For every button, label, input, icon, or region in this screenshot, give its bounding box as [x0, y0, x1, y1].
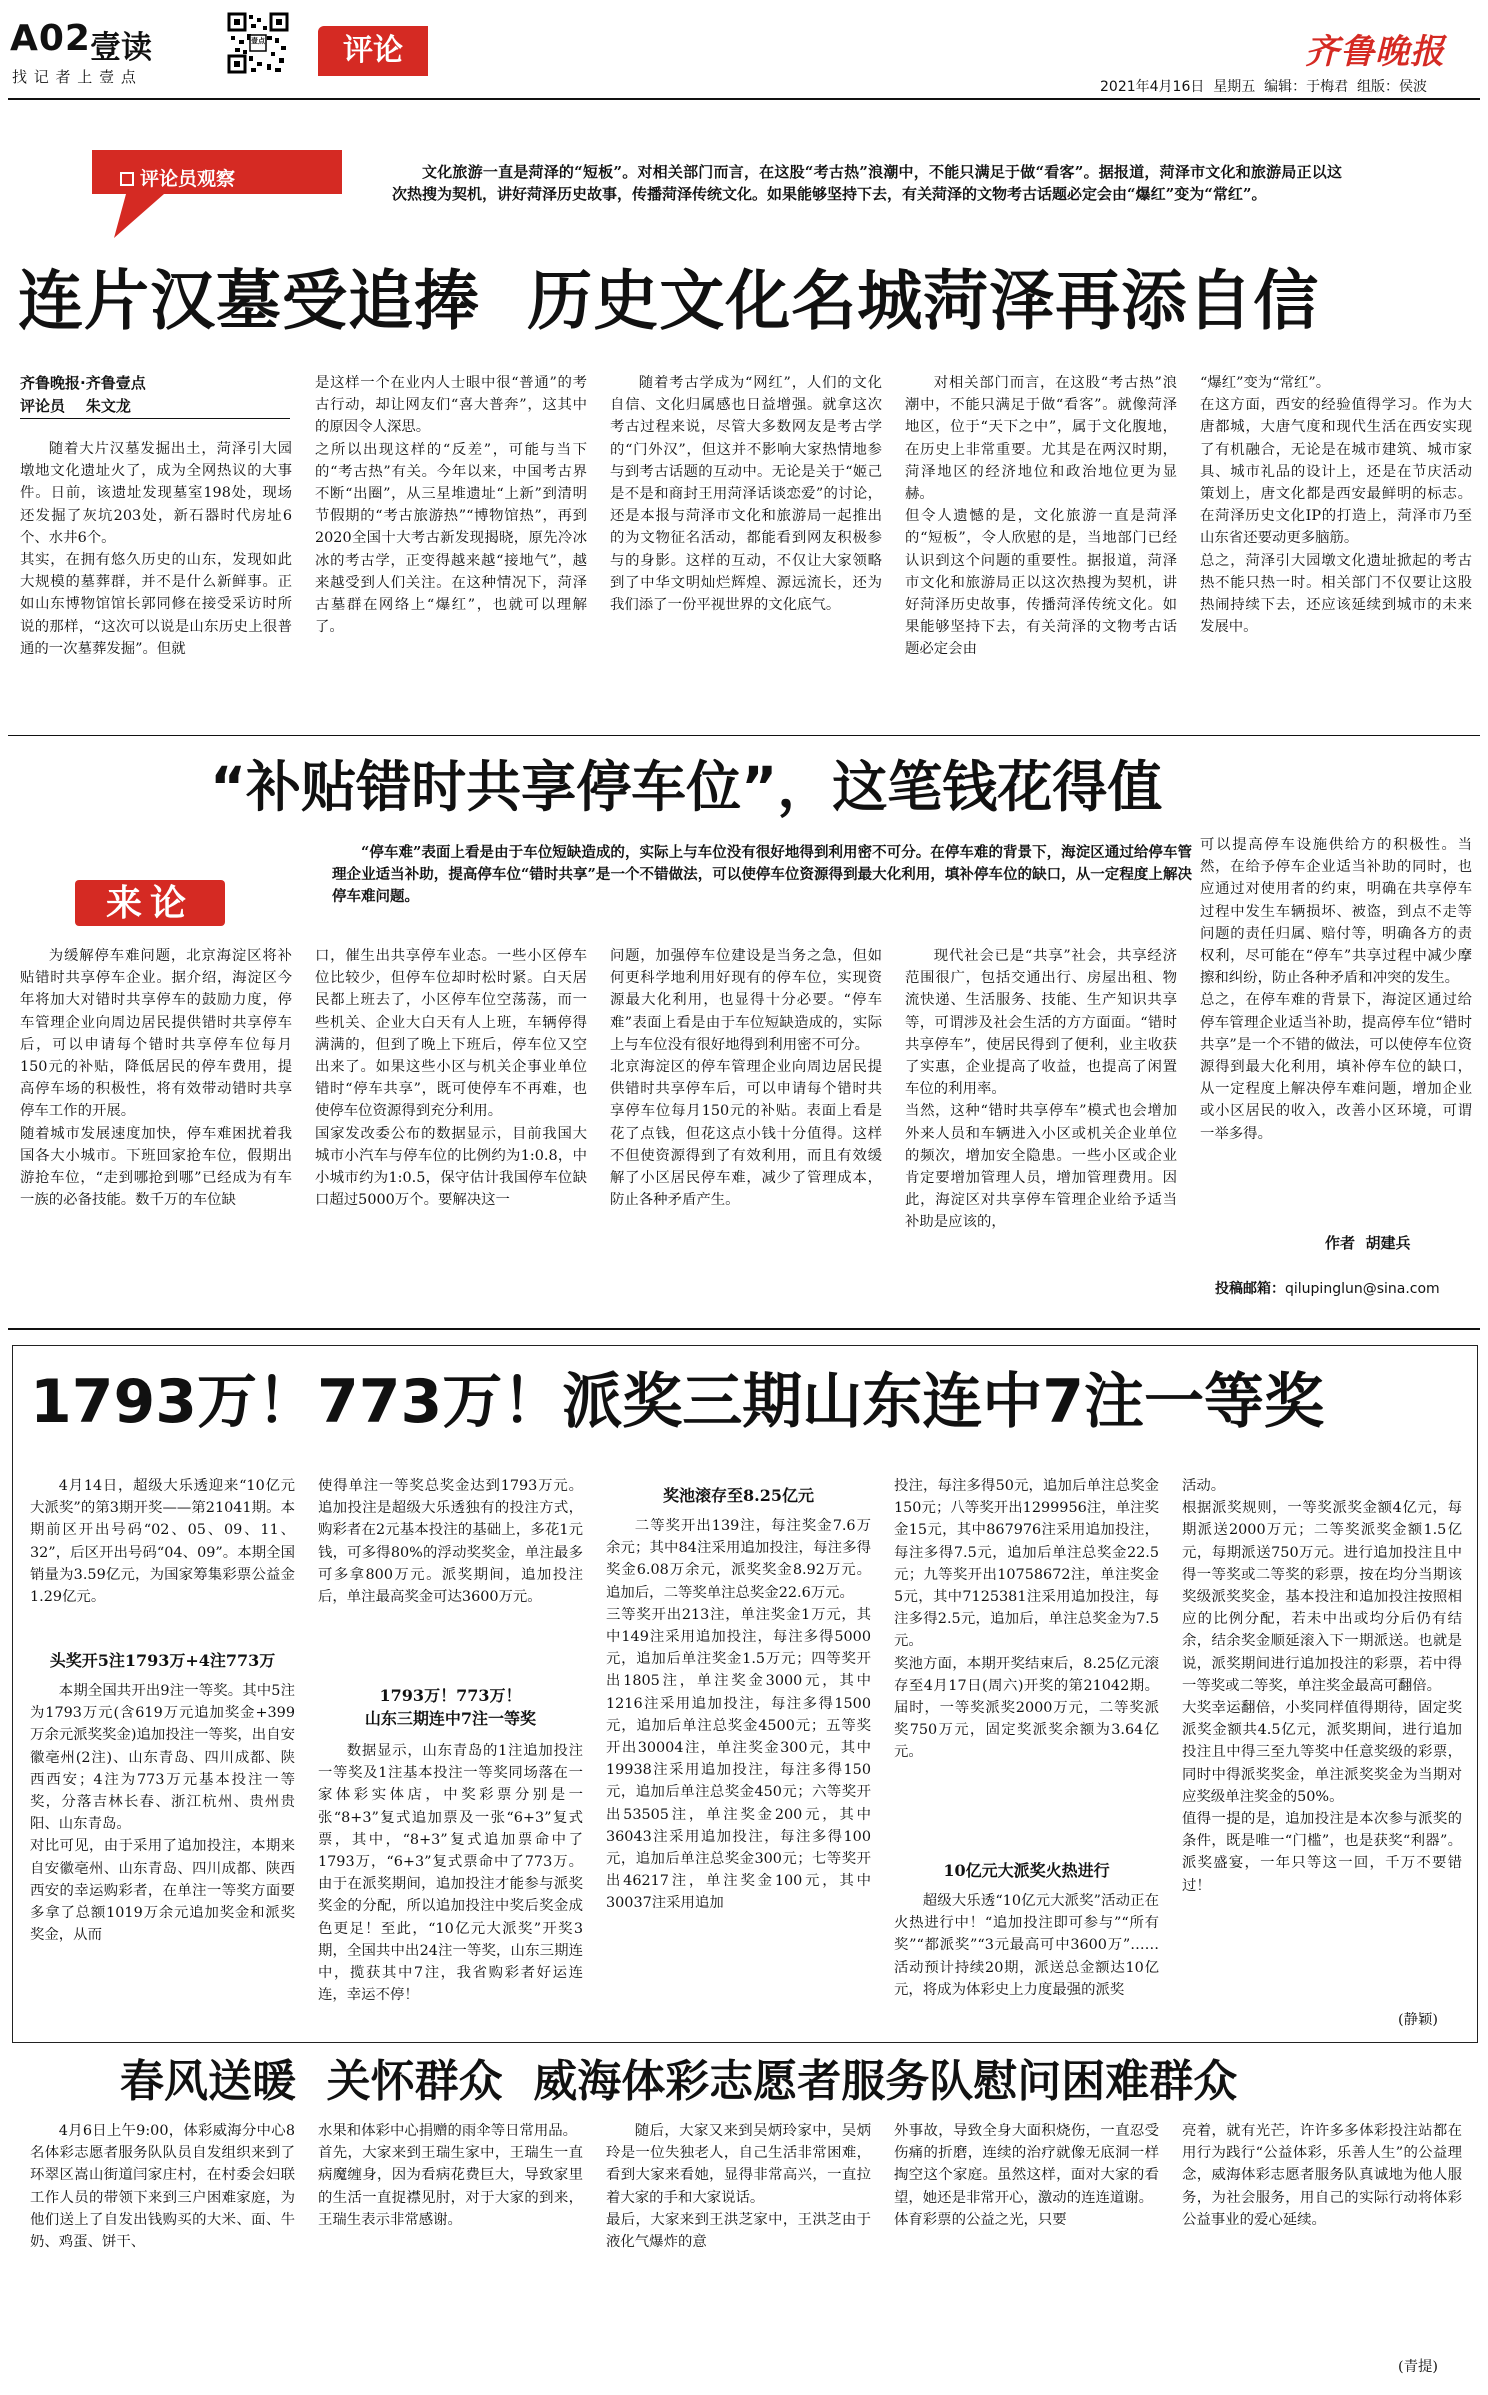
article3-column-4b: 超级大乐透“10亿元大派奖”活动正在火热进行中！“追加投注即可参与”“所有奖”“都派奖”“3元最高可中3600万”……活动预计持续20期，派送总金额达10亿元，将成为体彩史上力度最强的派奖 [894, 1893, 1159, 1998]
article2-column-3: 问题，加强停车位建设是当务之急，但如何更科学地利用好现有的停车位，实现资源最大化利用，也显得十分必要。“停车难”表面上看是由于车位短缺造成的，实际上与车位没有很好地得到利用密不可分。 北京海淀区的停车管理企业向周边居民提供错时共享停车后，可以申请每个错时共享停车位每月150元的补贴。表面上看是花了点钱，但花这点小钱十分值得。这样不但使资源得到了有效利用，而且有效缓解了小区居民停车难，减少了管理成本，防止各种矛盾产生。 [610, 948, 882, 1209]
article3-subhead-4: 10亿元大派奖火热进行 [943, 1861, 1110, 1880]
article4-column-1: 4月6日上午9:00，体彩威海分中心8名体彩志愿者服务队队员自发组织来到了环翠区嵩山街道闫家庄村，在村委会妇联工作人员的带领下来到三户困难家庭，为他们送上了自发出钱购买的大米、面、牛奶、鸡蛋、饼干、 [30, 2123, 295, 2251]
article4-column-2: 水果和体彩中心捐赠的雨伞等日常用品。 首先，大家来到王瑞生家中，王瑞生一直病魔缠身，因为看病花费巨大，导致家里的生活一直捉襟见肘，对于大家的到来，王瑞生表示非常感谢。 [318, 2123, 583, 2228]
article2-column-4: 现代社会已是“共享”社会，共享经济范围很广，包括交通出行、房屋出租、物流快递、生活服务、技能、生产知识共享等，可谓涉及社会生活的方方面面。“错时共享停车”，使居民得到了便利，业主收获了实惠，企业提高了收益，也提高了闲置车位的利用率。 当然，这种“错时共享停车”模式也会增加外来人员和车辆进入小区或机关企业单位的频次，增加安全隐患。一些小区或企业肯定要增加管理人员，增加管理费用。因此，海淀区对共享停车管理企业给予适当补助是应该的， [905, 948, 1177, 1231]
section-tab[interactable] [318, 26, 428, 76]
article3-subhead-1: 头奖开5注1793万+4注773万 [49, 1651, 276, 1670]
article2-email[interactable] [1215, 1278, 1440, 1298]
article4-column-4: 外事故，导致全身大面积烧伤，一直忍受伤痛的折磨，连续的治疗就像无底洞一样掏空这个家庭。虽然这样，面对大家的看望，她还是非常开心，激动的连连道谢。 体育彩票的公益之光，只要 [894, 2123, 1159, 2228]
masthead-rule [8, 98, 1480, 100]
article3-column-1: 4月14日，超级大乐透迎来“10亿元大派奖”的第3期开奖——第21041期。本期前区开出号码“02、05、09、11、32”，后区开出号码“04、09”。本期全国销量为3.59亿元，为国家筹集彩票公益金1.29亿元。 [30, 1478, 295, 1606]
article3-column-1b: 本期全国共开出9注一等奖。其中5注为1793万元(含619万元追加奖金+399万余元派奖奖金)追加投注一等奖，出自安徽亳州(2注)、山东青岛、四川成都、陕西西安；4注为773万元基本投注一等奖，分落吉林长春、浙江杭州、贵州贵阳、山东青岛。 对比可见，由于采用了追加投注，本期来自安徽亳州、山东青岛、四川成都、陕西西安的幸运购彩者，在单注一等奖方面要多拿了总额1019万余元追加奖金和派奖奖金，从而 [30, 1683, 295, 1944]
article1-byline-source: 齐鲁晚报·齐鲁壹点 [20, 374, 146, 392]
article1-headline: 连片汉墓受追捧 历史文化名城菏泽再添自信 [18, 264, 1320, 339]
article3-credit: (静颖) [1398, 2012, 1439, 2028]
page-number: A02 [10, 18, 91, 59]
article2-bottom-rule [8, 1328, 1480, 1330]
article2-author: 作者 胡建兵 [1325, 1234, 1411, 1252]
article1-column-4: 对相关部门而言，在这股“考古热”浪潮中，不能只满足于做“看客”。就像菏泽地区，位于“天下之中”，属于文化腹地，在历史上非常重要。尤其是在两汉时期，菏泽地区的经济地位和政治地位更为显赫。 但令人遗憾的是，文化旅游一直是菏泽的“短板”，令人欣慰的是，当地部门已经认识到这个问题的重要性。据报道，菏泽市文化和旅游局正以这次热搜为契机，讲好菏泽历史故事，传播菏泽传统文化。如果能够坚持下去，有关菏泽的文物考古话题必定会由 [905, 375, 1177, 658]
article4-credit: (青提) [1398, 2359, 1439, 2375]
article1-column-3: 随着考古学成为“网红”，人们的文化自信、文化归属感也日益增强。就拿这次考古过程来说，尽管大多数网友是考古学的“门外汉”，但这并不影响大家热情地参与到考古话题的互动中。无论是关于“姬己是不是和商封王用菏泽话谈恋爱”的讨论，还是本报与菏泽市文化和旅游局一起推出的为文物征名活动，都能看到网友积极参与的身影。这样的互动，不仅让大家领略到了中华文明灿烂辉煌、源远流长，还为我们添了一份平视世界的文化底气。 [610, 375, 882, 614]
article3-column-4: 投注，每注多得50元，追加后单注总奖金150元；八等奖开出1299956注，单注奖金15元，其中867976注采用追加投注，每注多得7.5元，追加后单注总奖金22.5元；九等奖开出10758672注，单注奖金5元，其中7125381注采用追加投注，每注多得2.5元，追加后，单注总奖金为7.5元。 奖池方面，本期开奖结束后，8.25亿元滚存至4月17日(周六)开奖的第21042期。届时，一等奖派奖2000万元，二等奖派奖750万元，固定奖派奖余额为3.64亿元。 [894, 1478, 1159, 1761]
section-name: 壹读 [90, 30, 152, 66]
email-label: 投稿邮箱： [1215, 1281, 1285, 1297]
article2-label: 来论 [105, 882, 194, 924]
article3-subhead-2a: 1793万！773万！ [379, 1686, 522, 1705]
article1-column-2: 是这样一个在业内人士眼中很“普通”的考古行动，却让网友们“喜大普奔”，这其中的原因令人深思。 之所以出现这样的“反差”，可能与当下的“考古热”有关。今年以来，中国考古界不断“出圈”，从三星堆遗址“上新”到清明节假期的“考古旅游热”“博物馆热”，再到2020全国十大考古新发现揭晓，原先冷冰冰的考古学，正变得越来越“接地气”，越来越受到人们关注。在这种情况下，菏泽古墓群在网络上“爆红”，也就可以理解了。 [315, 375, 587, 636]
article1-label-icon [120, 172, 134, 186]
article3-column-5: 活动。 根据派奖规则，一等奖派奖金额4亿元，每期派送2000万元；二等奖派奖金额1.5亿元，每期派送750万元。进行追加投注且中得一等奖或二等奖的彩票，按在均分当期该奖级派奖奖金，基本投注和追加投注按照相应的比例分配，若未中出或均分后仍有结余，结余奖金顺延滚入下一期派送。也就是说，派奖期间进行追加投注的彩票，若中得一等奖或二等奖，单注奖金最高可翻倍。 大奖幸运翻倍，小奖同样值得期待，固定奖派奖金额共4.5亿元，派奖期间，进行追加投注且中得三至九等奖中任意奖级的彩票，同时中得派奖奖金，单注派奖奖金为当期对应奖级单注奖金的50%。 值得一提的是，追加投注是本次参与派奖的条件，既是唯一“门槛”，也是获奖“利器”。派奖盛宴，一年只等这一回，千万不要错过！ [1182, 1478, 1462, 1894]
byline-rule [20, 418, 290, 419]
article1-bottom-rule [8, 735, 1480, 736]
article2-column-1: 为缓解停车难问题，北京海淀区将补贴错时共享停车企业。据介绍，海淀区今年将加大对错时共享停车的鼓励力度，停车管理企业向周边居民提供错时共享停车后，可以申请每个错时共享停车位每月150元的补贴，降低居民的停车费用，提高停车场的积极性，将有效带动错时共享停车工作的开展。 随着城市发展速度加快，停车难困扰着我国各大小城市。下班回家抢车位，假期出游抢车位，“走到哪抢到哪”已经成为有车一族的必备技能。数千万的车位缺 [20, 948, 292, 1209]
qr-code-label: 壹点 [251, 37, 265, 45]
article3-subhead-2b: 山东三期连中7注一等奖 [364, 1709, 537, 1728]
article3-column-2: 使得单注一等奖总奖金达到1793万元。追加投注是超级大乐透独有的投注方式，购彩者在2元基本投注的基础上，多花1元钱，可多得80%的浮动奖奖金，单注最多可多拿800万元。派奖期间，追加投注后，单注最高奖金可达3600万元。 [318, 1478, 583, 1606]
article3-headline: 1793万！773万！派奖三期山东连中7注一等奖 [30, 1367, 1324, 1437]
article1-lead: 文化旅游一直是菏泽的“短板”。对相关部门而言，在这股“考古热”浪潮中，不能只满足于做“看客”。据报道，菏泽市文化和旅游局正以这次热搜为契机，讲好菏泽历史故事，传播菏泽传统文化。如果能够坚持下去，有关菏泽的文物考古话题必定会由“爆红”变为“常红”。 [392, 163, 1342, 203]
article2-column-5: 可以提高停车设施供给方的积极性。当然，在给予停车企业适当补助的同时，也应通过对使用者的约束，明确在共享停车过程中发生车辆损坏、被盗，到点不走等问题的责任归属、赔付等，明确各方的责权利，尽可能在“停车”共享过程中减少摩擦和纠纷，防止各种矛盾和冲突的发生。 总之，在停车难的背景下，海淀区通过给停车管理企业适当补助，提高停车位“错时共享”是一个不错的做法，可以使停车位资源得到最大化利用，填补停车位的缺口，从一定程度上解决停车难问题，增加企业或小区居民的收入，改善小区环境，可谓一举多得。 [1200, 837, 1472, 1142]
article1-label [120, 164, 235, 191]
article1-column-1: 随着大片汉墓发掘出土，菏泽引大园墩地文化遗址火了，成为全网热议的大事件。日前，该遗址发现墓室198处，现场还发掘了灰坑203处，新石器时代房址6个、水井6个。 其实，在拥有悠久历史的山东，发现如此大规模的墓葬群，并不是什么新鲜事。正如山东博物馆馆长郭同修在接受采访时所说的那样，“这次可以说是山东历史上很普通的一次墓葬发掘”。但就 [20, 441, 292, 657]
slogan: 找 记 者 上 壹 点 [12, 68, 137, 86]
brand-logo: 齐鲁晚报 [1305, 32, 1445, 72]
article2-headline: “补贴错时共享停车位”，这笔钱花得值 [210, 755, 1163, 819]
email-address[interactable]: qilupinglun@sina.com [1285, 1281, 1440, 1297]
section-tab-label: 评论 [343, 33, 403, 68]
qr-code-icon [227, 12, 289, 74]
date-line: 2021年4月16日 星期五 编辑：于梅君 组版：侯波 [1100, 79, 1428, 95]
article3-column-3: 二等奖开出139注，每注奖金7.6万余元；其中84注采用追加投注，每注多得奖金6.08万余元，派奖奖金8.92万元。追加后，二等奖单注总奖金22.6万元。 三等奖开出213注，单注奖金1万元，其中149注采用追加投注，每注多得5000元，追加后单注奖金1.5万元；四等奖开出1805注，单注奖金3000元，其中1216注采用追加投注，每注多得1500元，追加后单注总奖金4500元；五等奖开出30004注，单注奖金300元，其中19938注采用追加投注，每注多得150元，追加后单注总奖金450元；六等奖开出53505注，单注奖金200元，其中36043注采用追加投注，每注多得100元，追加后单注总奖金300元；七等奖开出46217注，单注奖金100元，其中30037注采用追加 [606, 1518, 871, 1912]
article3-column-2b: 数据显示，山东青岛的1注追加投注一等奖及1注基本投注一等奖同场落在一家体彩实体店，中奖彩票分别是一张“8+3”复式追加票及一张“6+3”复式票，其中，“8+3”复式追加票命中了1793万，“6+3”复式票命中了773万。由于在派奖期间，追加投注才能参与派奖奖金的分配，所以追加投注中奖后奖金成色更足！至此，“10亿元大派奖”开奖3期，全国共中出24注一等奖，山东三期连中，揽获其中7注，我省购彩者好运连连，幸运不停！ [318, 1743, 583, 2004]
article2-column-2: 口，催生出共享停车业态。一些小区停车位比较少，但停车位却时松时紧。白天居民都上班去了，小区停车位空荡荡，而一些机关、企业大白天有人上班，车辆停得满满的，但到了晚上下班后，停车位又空出来了。如果这些小区与机关企事业单位错时“停车共享”，既可使停车不再难，也使停车位资源得到充分利用。 国家发改委公布的数据显示，目前我国大城市小汽车与停车位的比例约为1:0.8，中小城市约为1:0.5，保守估计我国停车位缺口超过5000万个。要解决这一 [315, 948, 587, 1209]
article4-column-3: 随后，大家又来到吴炳玲家中，吴炳玲是一位失独老人，自己生活非常困难，看到大家来看她，显得非常高兴，一直拉着大家的手和大家说话。 最后，大家来到王洪芝家中，王洪芝由于液化气爆炸的意 [606, 2123, 871, 2251]
article3-subhead-3: 奖池滚存至8.25亿元 [663, 1486, 814, 1505]
article4-column-5: 亮着，就有光芒，许许多多体彩投注站都在用行为践行“公益体彩，乐善人生”的公益理念，威海体彩志愿者服务队真诚地为他人服务，为社会服务，用自己的实际行动将体彩公益事业的爱心延续。 [1182, 2123, 1462, 2228]
article4-headline: 春风送暖 关怀群众 威海体彩志愿者服务队慰问困难群众 [120, 2056, 1238, 2107]
article2-lead: “停车难”表面上看是由于车位短缺造成的，实际上与车位没有很好地得到利用密不可分。在停车难的背景下，海淀区通过给停车管理企业适当补助，提高停车位“错时共享”是一个不错做法，可以使停车位资源得到最大化利用，填补停车位的缺口，从一定程度上解决停车难问题。 [332, 844, 1192, 905]
article1-label-text: 评论员观察 [140, 168, 236, 190]
article1-byline-author: 评论员 朱文龙 [20, 397, 131, 415]
article1-column-5: “爆红”变为“常红”。 在这方面，西安的经验值得学习。作为大唐都城，大唐气度和现代生活在西安实现了有机融合，无论是在城市建筑、城市家具、城市礼品的设计上，还是在节庆活动策划上，唐文化都是西安最鲜明的标志。在菏泽历史文化IP的打造上，菏泽市乃至山东省还要动更多脑筋。 总之，菏泽引大园墩文化遗址掀起的考古热不能只热一时。相关部门不仅要让这股热闹持续下去，还应该延续到城市的未来发展中。 [1200, 375, 1472, 636]
